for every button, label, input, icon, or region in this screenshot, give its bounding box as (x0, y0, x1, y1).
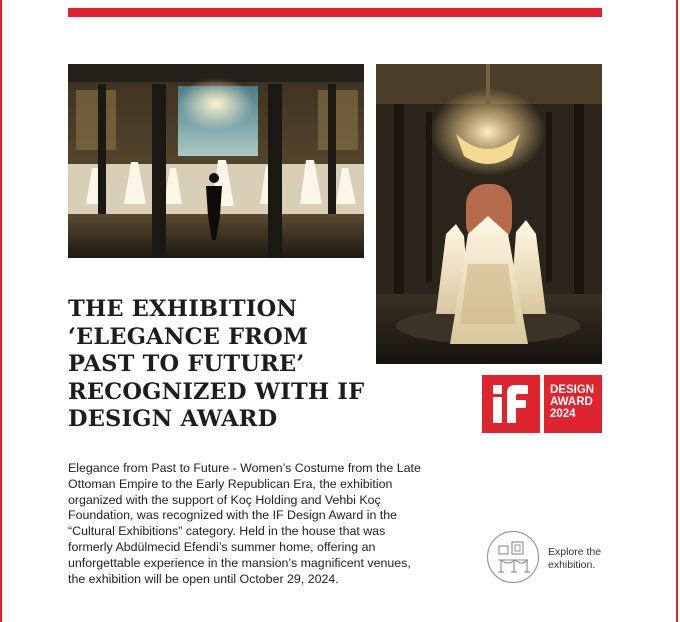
headline-line: PAST TO FUTURE’ (68, 351, 305, 377)
body-line: formerly Abdülmecid Efendi’s summer home, offering an (68, 539, 376, 554)
if-logo (482, 375, 540, 433)
gowns-chandelier-photo (376, 64, 602, 364)
headline (68, 296, 368, 434)
explore-label-line[interactable]: Explore the (548, 546, 602, 558)
body-paragraph (68, 461, 428, 587)
body-line: unforgettable experience in the mansion’s magnificent venues, (68, 555, 411, 570)
body-line: the exhibition will be open until October 29, 2024. (68, 571, 339, 586)
top-accent-bar (68, 8, 602, 17)
body-line: Elegance from Past to Future - Women’s Costume from the Late (68, 461, 421, 475)
if-logo-mark-icon (482, 375, 540, 433)
explore-exhibition-link[interactable] (486, 530, 606, 586)
body-line: Ottoman Empire to the Early Republican Era, the exhibition (68, 476, 393, 491)
museum-gallery-icon (486, 530, 540, 584)
headline-line: RECOGNIZED WITH IF (68, 378, 365, 405)
headline-line: ‘ELEGANCE FROM (68, 323, 309, 350)
award-label-line: DESIGN (550, 384, 595, 396)
body-line: organized with the support of Koç Holding and Vehbi Koç (68, 492, 381, 507)
headline-line: THE EXHIBITION (68, 296, 298, 322)
award-year: 2024 (550, 408, 576, 420)
headline-line: DESIGN AWARD (68, 406, 278, 432)
page-border-right (676, 0, 678, 622)
exhibition-hall-photo (68, 64, 364, 258)
explore-label[interactable] (548, 546, 601, 571)
body-line: “Cultural Exhibitions” category. Held in the house that was (68, 524, 386, 539)
page-border-left (0, 0, 2, 622)
award-label (544, 375, 602, 433)
explore-label-line[interactable]: exhibition. (548, 558, 596, 571)
body-line: Foundation, was recognized with the IF Design Award in the (68, 508, 397, 523)
award-label-line: AWARD (550, 396, 593, 408)
if-design-award-badge (482, 375, 602, 433)
